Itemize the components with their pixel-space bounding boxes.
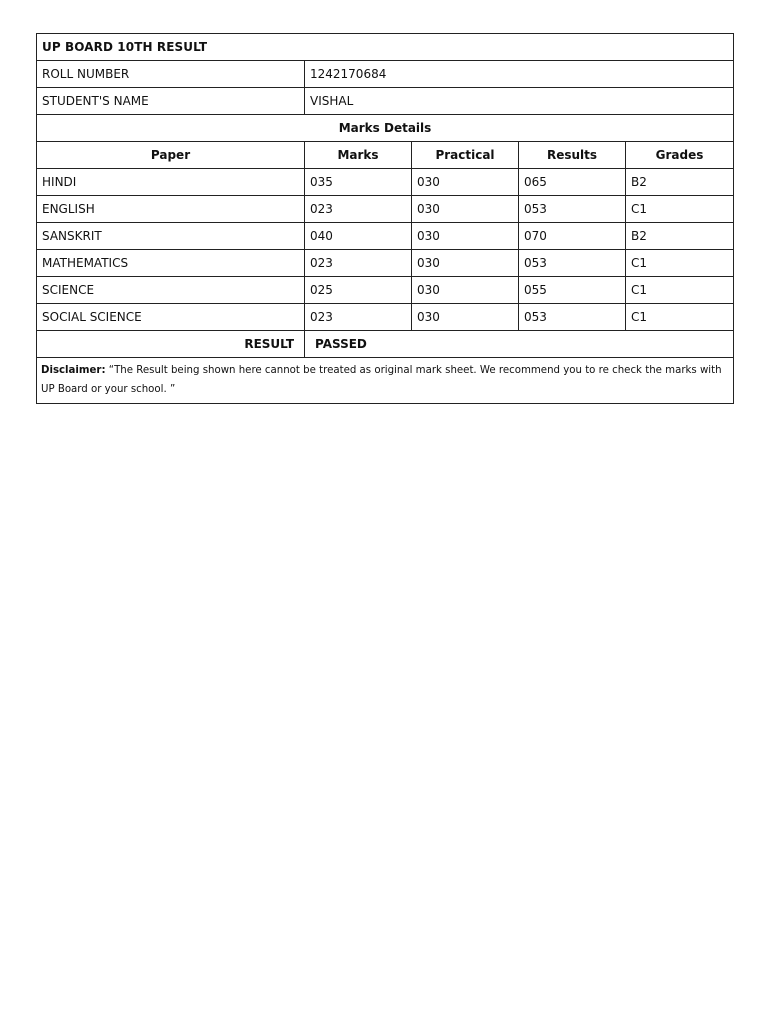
subject-practical: 030: [412, 277, 519, 304]
student-name-value: VISHAL: [305, 88, 734, 115]
final-result-value: PASSED: [305, 331, 734, 358]
column-header-grades: Grades: [626, 142, 734, 169]
subject-marks: 040: [305, 223, 412, 250]
subject-name: HINDI: [37, 169, 305, 196]
subject-result: 055: [519, 277, 626, 304]
table-row: [37, 250, 734, 277]
disclaimer-label: Disclaimer:: [41, 365, 106, 376]
subject-grade: C1: [626, 304, 734, 331]
subject-name: SOCIAL SCIENCE: [37, 304, 305, 331]
subject-marks: 023: [305, 196, 412, 223]
subject-practical: 030: [412, 196, 519, 223]
table-row: [37, 223, 734, 250]
subject-result: 070: [519, 223, 626, 250]
subject-grade: C1: [626, 250, 734, 277]
subject-result: 065: [519, 169, 626, 196]
table-row: [37, 169, 734, 196]
column-header-marks: Marks: [305, 142, 412, 169]
roll-number-row: [37, 61, 734, 88]
table-row: [37, 196, 734, 223]
subject-result: 053: [519, 304, 626, 331]
table-row: [37, 304, 734, 331]
marks-section-row: [37, 115, 734, 142]
marks-section-title: Marks Details: [37, 115, 734, 142]
subject-name: ENGLISH: [37, 196, 305, 223]
column-header-row: [37, 142, 734, 169]
roll-number-value: 1242170684: [305, 61, 734, 88]
subject-practical: 030: [412, 250, 519, 277]
column-header-results: Results: [519, 142, 626, 169]
disclaimer-text: “The Result being shown here cannot be treated as original mark sheet. We recommend you to re check the marks with UP Board or your school. ”: [41, 365, 722, 395]
subject-grade: B2: [626, 169, 734, 196]
subject-practical: 030: [412, 169, 519, 196]
column-header-practical: Practical: [412, 142, 519, 169]
subject-practical: 030: [412, 304, 519, 331]
roll-number-label: ROLL NUMBER: [37, 61, 305, 88]
subject-name: SCIENCE: [37, 277, 305, 304]
column-header-paper: Paper: [37, 142, 305, 169]
final-result-row: [37, 331, 734, 358]
result-table: [36, 33, 734, 404]
subject-grade: B2: [626, 223, 734, 250]
subject-result: 053: [519, 250, 626, 277]
subject-marks: 023: [305, 304, 412, 331]
student-name-row: [37, 88, 734, 115]
disclaimer-row: [37, 358, 734, 404]
subject-marks: 025: [305, 277, 412, 304]
table-row: [37, 277, 734, 304]
title-row: [37, 34, 734, 61]
subject-marks: 023: [305, 250, 412, 277]
subject-practical: 030: [412, 223, 519, 250]
student-name-label: STUDENT'S NAME: [37, 88, 305, 115]
subject-result: 053: [519, 196, 626, 223]
subject-marks: 035: [305, 169, 412, 196]
final-result-label: RESULT: [37, 331, 305, 358]
disclaimer: [37, 358, 734, 404]
subject-grade: C1: [626, 277, 734, 304]
subject-name: MATHEMATICS: [37, 250, 305, 277]
subject-grade: C1: [626, 196, 734, 223]
page-title: UP BOARD 10TH RESULT: [37, 34, 734, 61]
subject-name: SANSKRIT: [37, 223, 305, 250]
